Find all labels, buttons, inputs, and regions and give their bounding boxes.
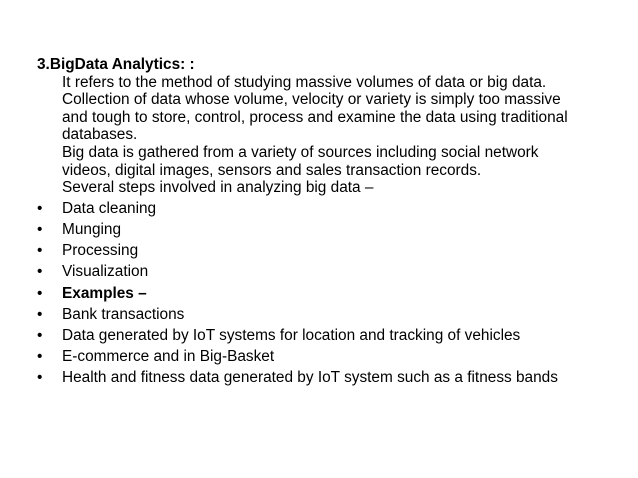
bullet-icon: •	[37, 263, 43, 281]
bullet-list	[37, 200, 627, 387]
bullet-item-bank-transactions	[37, 306, 627, 324]
paragraph-line: videos, digital images, sensors and sales transaction records.	[62, 161, 482, 179]
bullet-item-ecommerce	[37, 348, 627, 366]
bullet-icon: •	[37, 305, 43, 323]
bullet-icon: •	[37, 348, 43, 366]
bullet-text: Bank transactions	[62, 305, 185, 323]
bullet-item-data-cleaning	[37, 200, 627, 218]
bullet-icon: •	[37, 284, 43, 302]
bullet-item-processing	[37, 242, 627, 260]
bullet-item-iot-tracking	[37, 327, 627, 345]
bullet-text: Data cleaning	[62, 199, 157, 217]
paragraph-line: databases.	[62, 126, 138, 144]
slide-content	[37, 56, 627, 390]
description-paragraph	[37, 74, 627, 197]
bullet-item-health-fitness	[37, 369, 627, 387]
paragraph-line: It refers to the method of studying massive volumes of data or big data.	[62, 73, 547, 91]
bullet-icon: •	[37, 369, 43, 387]
section-heading: 3.BigData Analytics: :	[37, 56, 195, 73]
bullet-icon: •	[37, 199, 43, 217]
paragraph-line: and tough to store, control, process and examine the data using traditional	[62, 108, 568, 126]
paragraph-line: Collection of data whose volume, velocity or variety is simply too massive	[62, 91, 561, 109]
bullet-item-visualization	[37, 263, 627, 281]
bullet-text: Visualization	[62, 263, 149, 281]
bullet-item-munging	[37, 221, 627, 239]
bullet-icon: •	[37, 220, 43, 238]
bullet-icon: •	[37, 326, 43, 344]
bullet-text-examples: Examples –	[62, 284, 147, 302]
bullet-text: Munging	[62, 220, 122, 238]
paragraph-line: Big data is gathered from a variety of sources including social network	[62, 143, 539, 161]
bullet-text: E-commerce and in Big-Basket	[62, 348, 275, 366]
bullet-text: Health and fitness data generated by IoT system such as a fitness bands	[62, 369, 558, 387]
bullet-item-examples	[37, 285, 627, 303]
bullet-text: Data generated by IoT systems for location and tracking of vehicles	[62, 326, 521, 344]
paragraph-line: Several steps involved in analyzing big data –	[62, 179, 374, 197]
bullet-icon: •	[37, 242, 43, 260]
bullet-text: Processing	[62, 242, 139, 260]
